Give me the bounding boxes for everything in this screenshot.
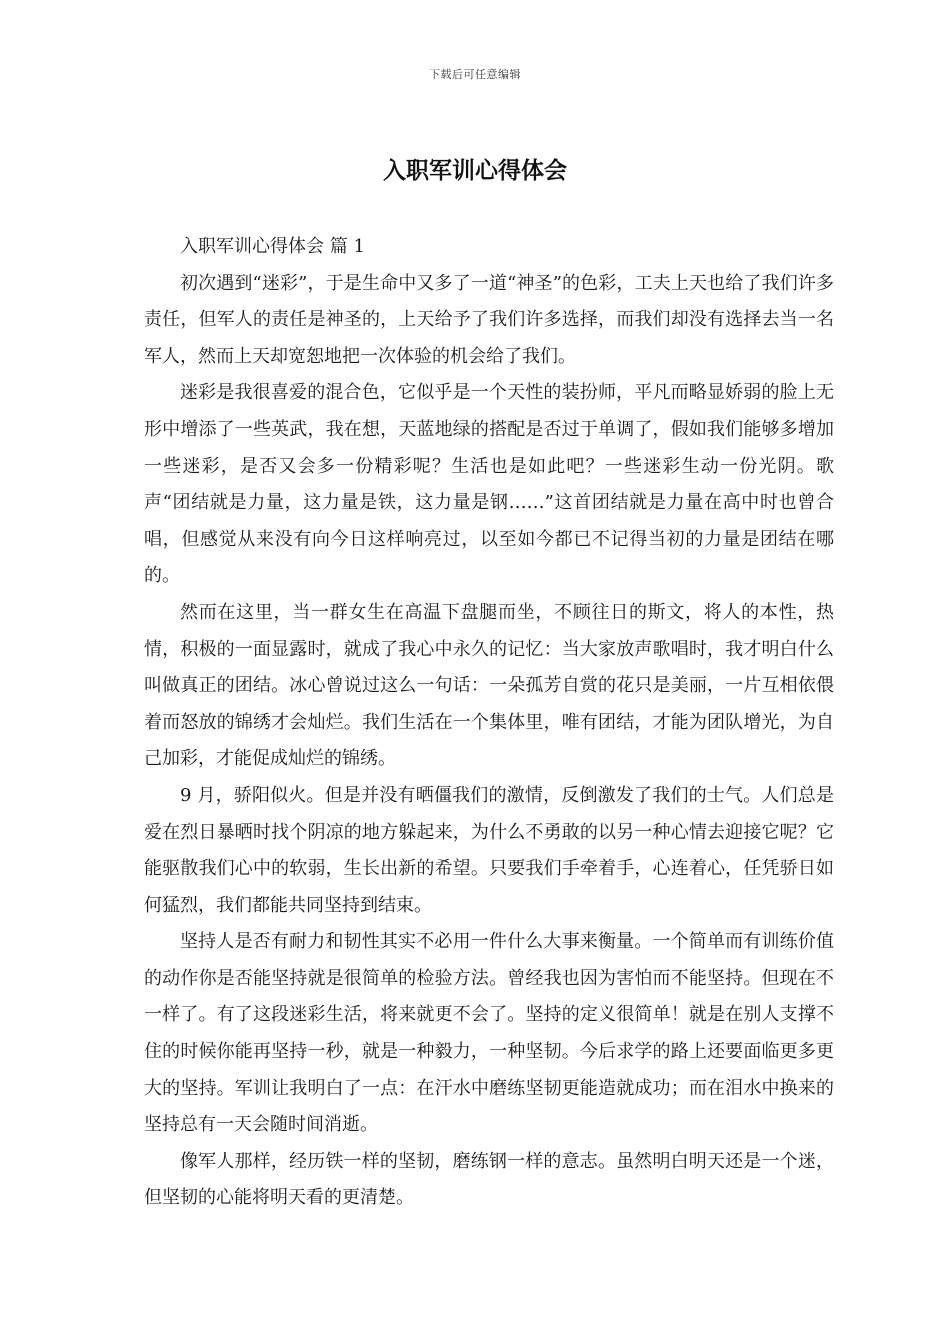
header-note: 下载后可任意编辑 [429,68,521,81]
paragraph-3: 然而在这里，当一群女生在高温下盘腿而坐，不顾往日的斯文，将人的本性，热情，积极的一面显露时，就成了我心中永久的记忆：当大家放声歌唱时，我才明白什么叫做真正的团结。冰心曾说过这么一句话：一朵孤芳自赏的花只是美丽，一片互相依偎着而怒放的锦绣才会灿烂。我们生活在一个集体里，唯有团结，才能为团队增光，为自己加彩，才能促成灿烂的锦绣。 [144,601,834,770]
paragraph-6: 像军人那样，经历铁一样的坚韧，磨练钢一样的意志。虽然明白明天还是一个迷，但坚韧的心能将明天看的更清楚。 [144,1150,834,1209]
section-heading: 入职军训心得体会 篇 1 [180,236,365,257]
paragraph-1: 初次遇到“迷彩”，于是生命中又多了一道“神圣”的色彩，工夫上天也给了我们许多责任，但军人的责任是神圣的，上天给予了我们许多选择，而我们却没有选择去当一名军人，然而上天却宽恕地把一次体验的机会给了我们。 [144,272,834,367]
paragraph-2: 迷彩是我很喜爱的混合色，它似乎是一个天性的装扮师，平凡而略显娇弱的脸上无形中增添了一些英武，我在想，天蓝地绿的搭配是否过于单调了，假如我们能够多增加一些迷彩，是否又会多一份精彩呢？生活也是如此吧？一些迷彩生动一份光阴。歌声“团结就是力量，这力量是铁，这力量是钢……”这首团结就是力量在高中时也曾合唱，但感觉从来没有向今日这样响亮过，以至如今都已不记得当初的力量是团结在哪的。 [144,382,834,587]
document-title: 入职军训心得体会 [383,157,567,184]
paragraph-5: 坚持人是否有耐力和韧性其实不必用一件什么大事来衡量。一个简单而有训练价值的动作你是否能坚持就是很简单的检验方法。曾经我也因为害怕而不能坚持。但现在不一样了。有了这段迷彩生活，将来就更不会了。坚持的定义很简单！就是在别人支撑不住的时候你能再坚持一秒，就是一种毅力，一种坚韧。今后求学的路上还要面临更多更大的坚持。军训让我明白了一点：在汗水中磨练坚韧更能造就成功；而在泪水中换来的坚持总有一天会随时间消逝。 [144,931,834,1136]
paragraph-4: 9 月，骄阳似火。但是并没有晒僵我们的激情，反倒激发了我们的士气。人们总是爱在烈日暴晒时找个阴凉的地方躲起来，为什么不勇敢的以另一种心情去迎接它呢？它能驱散我们心中的软弱，生长出新的希望。只要我们手牵着手，心连着心，任凭骄日如何猛烈，我们都能共同坚持到结束。 [144,784,834,916]
document-body [144,229,834,1217]
